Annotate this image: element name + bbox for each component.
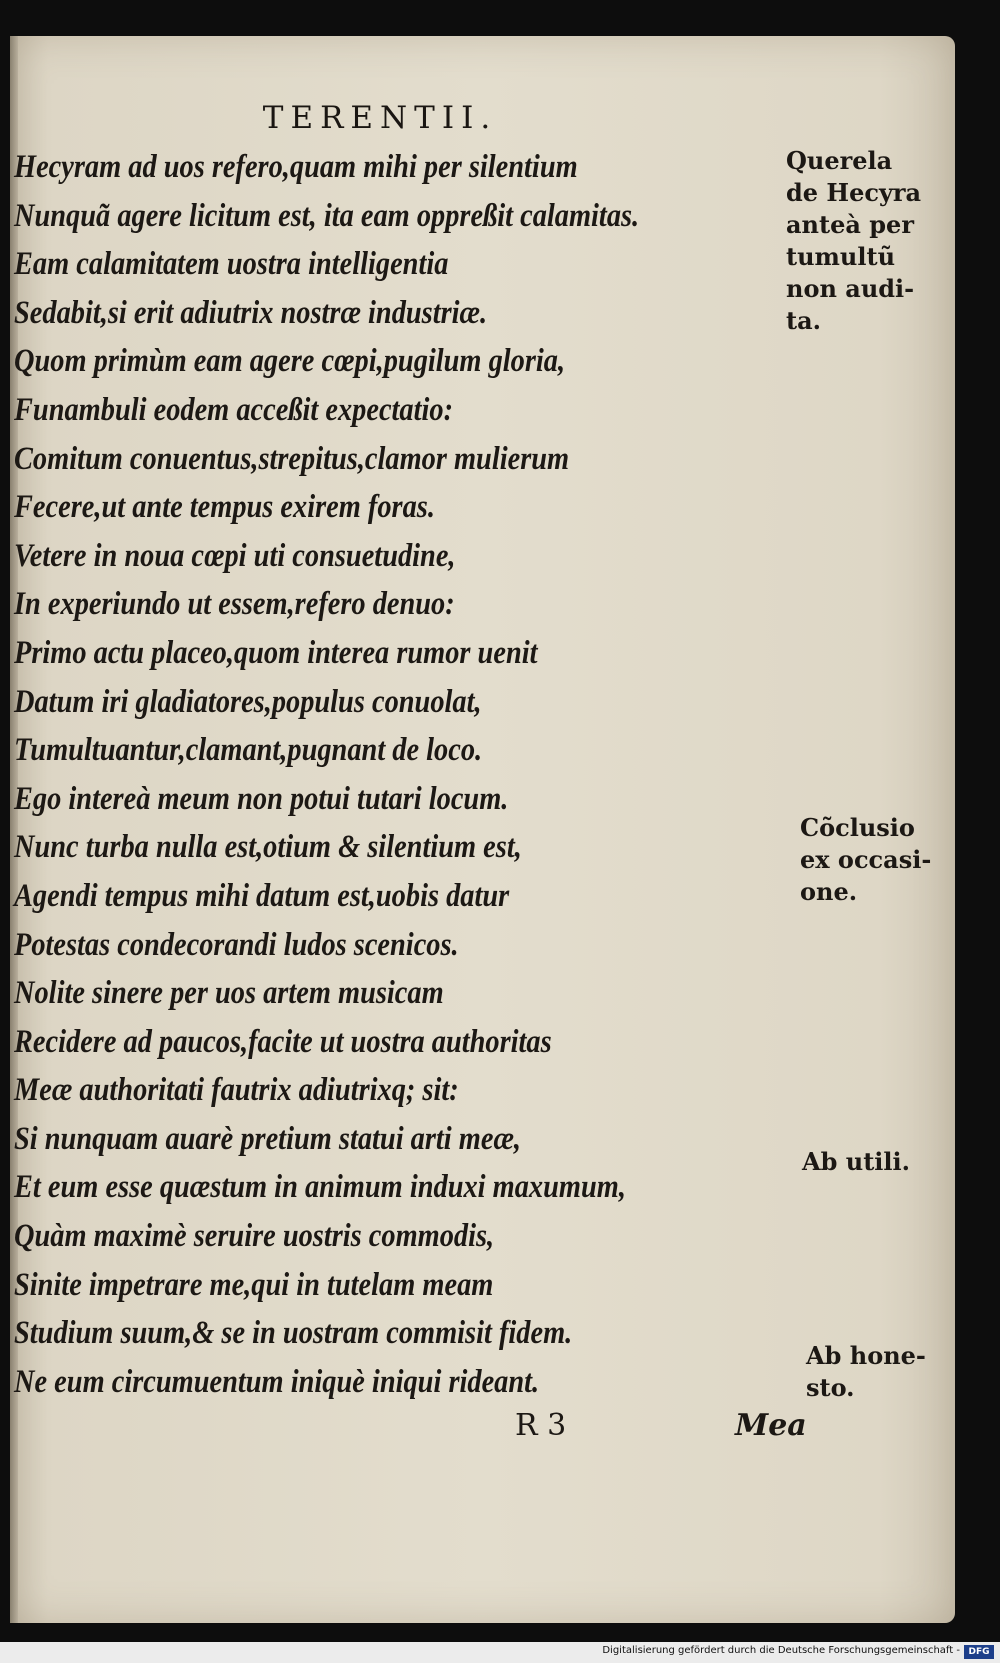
verse-line: Potestas condecorandi ludos scenicos. bbox=[14, 926, 459, 963]
running-head: TERENTII. bbox=[262, 100, 498, 136]
verse-line: Primo actu placeo,quom interea rumor uenit bbox=[14, 634, 538, 671]
verse-line: Agendi tempus mihi datum est,uobis datur bbox=[14, 877, 510, 914]
verse-line: Sinite impetrare me,qui in tutelam meam bbox=[14, 1266, 494, 1303]
margin-note-line: Cõclusio bbox=[800, 813, 915, 842]
catchword: Mea bbox=[735, 1408, 807, 1443]
margin-note-line: Ab utili. bbox=[802, 1147, 910, 1176]
dfg-logo-icon: DFG bbox=[964, 1645, 994, 1659]
margin-note-ab-honesto bbox=[806, 1340, 926, 1404]
verse-line: Nolite sinere per uos artem musicam bbox=[14, 975, 444, 1012]
footer-credit: Digitalisierung gefördert durch die Deutsche Forschungsgemeinschaft - bbox=[602, 1645, 960, 1656]
verse-line: In experiundo ut essem,refero denuo: bbox=[14, 586, 455, 623]
margin-note-line: anteà per bbox=[786, 210, 914, 239]
margin-note-line: sto. bbox=[806, 1373, 855, 1402]
verse-line: Quàm maximè seruire uostris commodis, bbox=[14, 1218, 495, 1255]
margin-note-conclusio bbox=[800, 812, 931, 908]
verse-line: Si nunquam auarè pretium statui arti meæ, bbox=[14, 1120, 522, 1157]
margin-note-line: non audi- bbox=[786, 274, 915, 303]
verse-line: Funambuli eodem acceßit expectatio: bbox=[14, 391, 454, 428]
margin-note-line: de Hecyra bbox=[786, 178, 922, 207]
verse-line: Datum iri gladiatores,populus conuolat, bbox=[14, 683, 482, 720]
verse-line: Ne eum circumuentum iniquè iniqui rideant. bbox=[14, 1363, 540, 1400]
verse-line: Nunc turba nulla est,otium & silentium est, bbox=[14, 829, 522, 866]
verse-line: Comitum conuentus,strepitus,clamor mulierum bbox=[14, 440, 570, 477]
digitization-footer bbox=[0, 1642, 1000, 1663]
margin-note-querela bbox=[786, 145, 921, 337]
verse-line: Studium suum,& se in uostram commisit fidem. bbox=[14, 1315, 573, 1352]
margin-note-line: ex occasi- bbox=[800, 845, 932, 874]
verse-line: Tumultuantur,clamant,pugnant de loco. bbox=[14, 732, 483, 769]
verse-line: Et eum esse quæstum in animum induxi maxumum, bbox=[14, 1169, 626, 1206]
verse-line: Recidere ad paucos,facite ut uostra authoritas bbox=[14, 1023, 552, 1060]
signature-mark: R 3 bbox=[515, 1408, 567, 1443]
verse-line: Vetere in noua cœpi uti consuetudine, bbox=[14, 537, 456, 574]
verse-line: Meæ authoritati fautrix adiutrixq; sit: bbox=[14, 1072, 459, 1109]
verse-line: Nunquã agere licitum est, ita eam oppreßit calamitas. bbox=[14, 197, 640, 234]
margin-note-line: one. bbox=[800, 877, 858, 906]
verse-line: Hecyram ad uos refero,quam mihi per silentium bbox=[14, 149, 578, 185]
verse-block bbox=[14, 143, 784, 1406]
margin-note-line: ta. bbox=[786, 306, 821, 335]
verse-line: Quom primùm eam agere cœpi,pugilum gloria, bbox=[14, 343, 566, 380]
verse-line: Eam calamitatem uostra intelligentia bbox=[14, 246, 449, 283]
verse-line: Sedabit,si erit adiutrix nostræ industriæ. bbox=[14, 294, 488, 331]
margin-note-line: tumultũ bbox=[786, 242, 896, 271]
margin-note-ab-utili bbox=[802, 1146, 910, 1178]
margin-note-line: Ab hone- bbox=[806, 1341, 926, 1370]
margin-note-line: Querela bbox=[786, 146, 893, 175]
verse-line: Ego intereà meum non potui tutari locum. bbox=[14, 780, 509, 817]
verse-line: Fecere,ut ante tempus exirem foras. bbox=[14, 489, 435, 526]
